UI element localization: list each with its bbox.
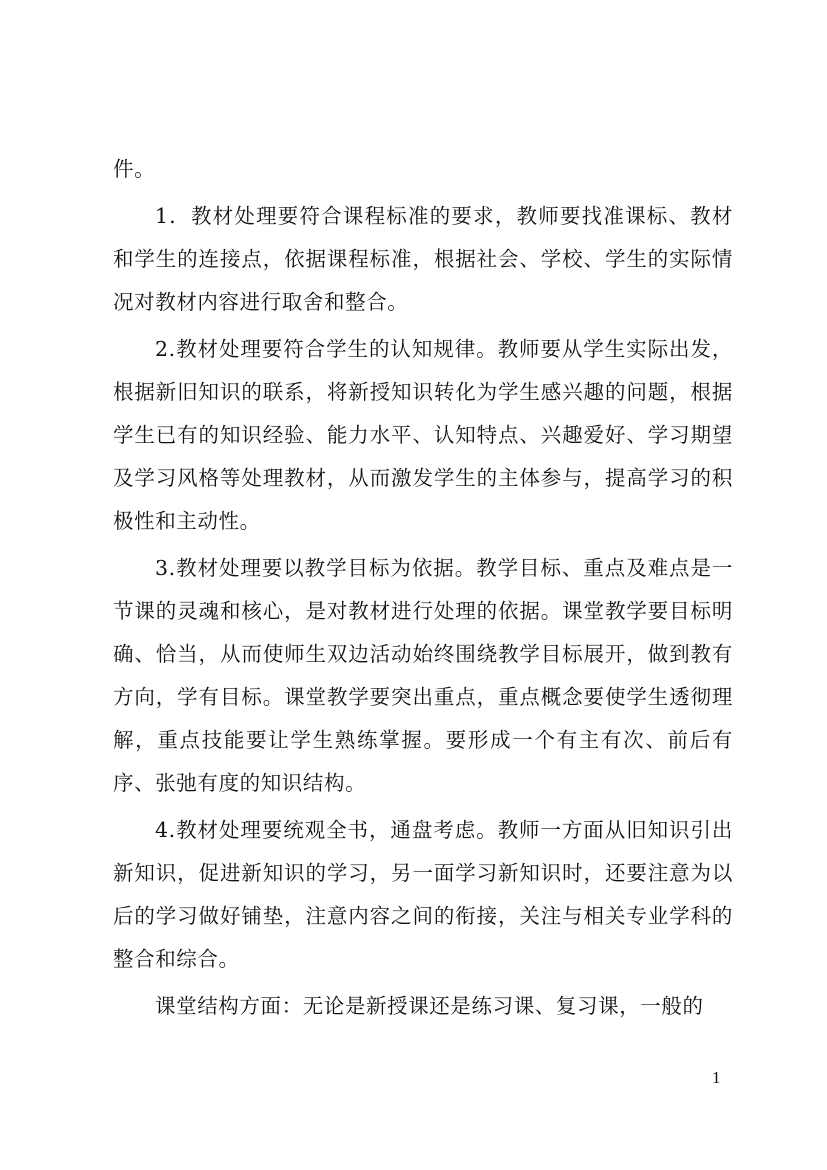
paragraph-item-4: 4.教材处理要统观全书，通盘考虑。教师一方面从旧知识引出新知识，促进新知识的学习，另一面学习新知识时，还要注意为以后的学习做好铺垫，注意内容之间的衔接，关注与相关专业学科的整合和综合。 — [113, 818, 733, 971]
paragraph-item-3: 3.教材处理要以教学目标为依据。教学目标、重点及难点是一节课的灵魂和核心，是对教材进行处理的依据。课堂教学要目标明确、恰当，从而使师生双边活动始终围绕教学目标展开，做到教有方向，学有目标。课堂教学要突出重点，重点概念要使学生透彻理解，重点技能要让学生熟练掌握。要形成一个有主有次、前后有序、张弛有度的知识结构。 — [113, 556, 733, 795]
paragraph-continuation: 件。 — [113, 157, 156, 181]
page-number: 1 — [712, 1068, 721, 1087]
paragraph-item-2: 2.教材处理要符合学生的认知规律。教师要从学生实际出发，根据新旧知识的联系，将新授知识转化为学生感兴趣的问题，根据学生已有的知识经验、能力水平、认知特点、兴趣爱好、学习期望及学习风格等处理教材，从而激发学生的主体参与，提高学习的积极性和主动性。 — [113, 337, 733, 533]
document-body — [113, 148, 733, 1032]
paragraph-item-1: 1．教材处理要符合课程标准的要求，教师要找准课标、教材和学生的连接点，依据课程标准，根据社会、学校、学生的实际情况对教材内容进行取舍和整合。 — [113, 204, 733, 314]
paragraph-classroom-structure: 课堂结构方面：无论是新授课还是练习课、复习课，一般的 — [155, 994, 704, 1018]
